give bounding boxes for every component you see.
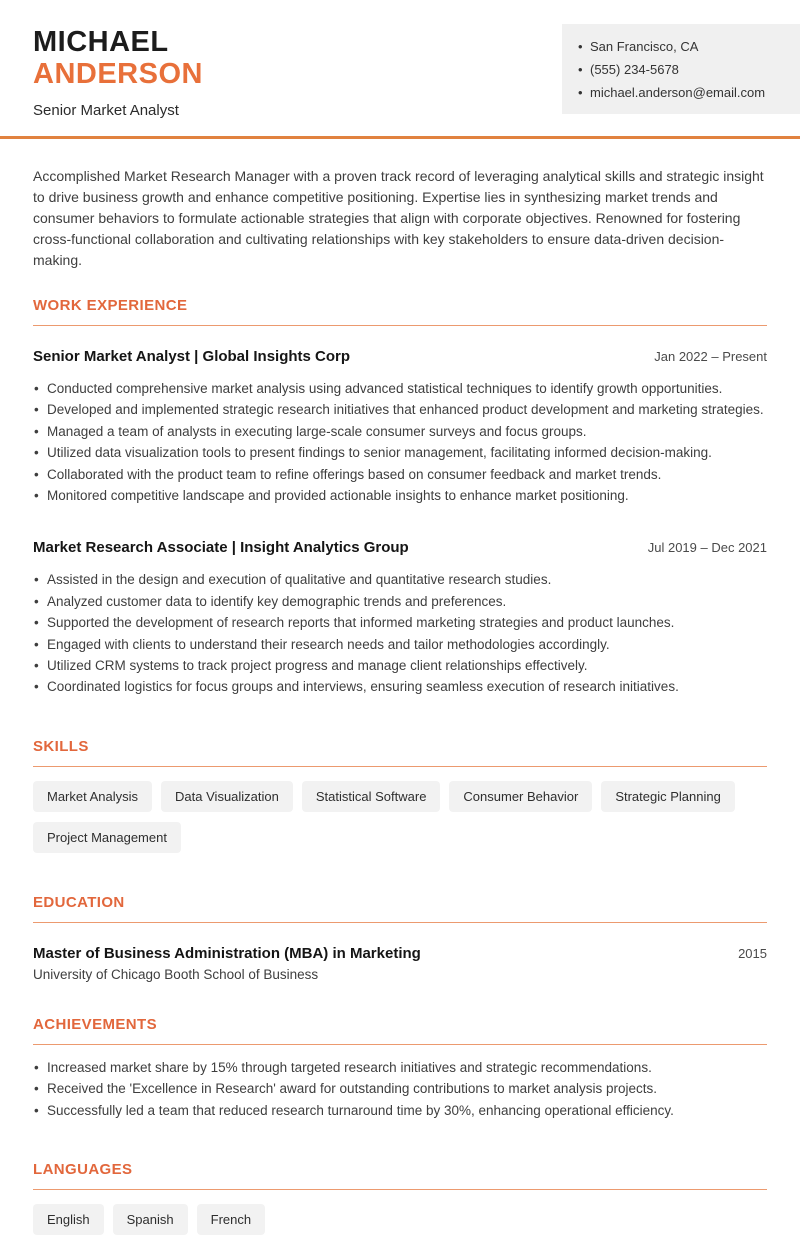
job-bullet: • Collaborated with the product team to refine offerings based on consumer feedback and market trends. (33, 464, 767, 485)
achievements-bullet-list (33, 1057, 767, 1121)
job-bullet: • Analyzed customer data to identify key demographic trends and preferences. (33, 591, 767, 612)
job-bullet: • Managed a team of analysts in executing large-scale consumer surveys and focus groups. (33, 421, 767, 442)
language-pill: English (33, 1204, 104, 1235)
first-name: MICHAEL (33, 26, 169, 58)
job-bullet: • Utilized data visualization tools to present findings to senior management, facilitating informed decision-making. (33, 442, 767, 463)
section-heading-languages: LANGUAGES (33, 1161, 767, 1190)
job-header (33, 539, 767, 556)
contact-email: • michael.anderson@email.com (578, 85, 800, 100)
job-dates: Jan 2022 – Present (654, 349, 767, 364)
job-bullet: • Conducted comprehensive market analysis using advanced statistical techniques to identify growth opportunities. (33, 378, 767, 399)
education-degree: Master of Business Administration (MBA) in Marketing (33, 944, 421, 962)
contact-phone: • (555) 234-5678 (578, 62, 800, 77)
skill-pill: Statistical Software (302, 781, 441, 812)
job-bullet-list (33, 378, 767, 506)
skill-pill: Consumer Behavior (449, 781, 592, 812)
job-title: Senior Market Analyst | Global Insights Corp (33, 348, 351, 365)
skills-pill-row (33, 781, 767, 863)
resume-header (0, 0, 800, 139)
skill-pill: Project Management (33, 822, 181, 853)
language-pill: Spanish (113, 1204, 188, 1235)
job-bullet: • Assisted in the design and execution of qualitative and quantitative research studies. (33, 569, 767, 590)
contact-location: • San Francisco, CA (578, 39, 800, 54)
job-role-subtitle: Senior Market Analyst (33, 102, 179, 119)
job-bullet: • Engaged with clients to understand their research needs and tailor methodologies accordingly. (33, 634, 767, 655)
job-title: Market Research Associate | Insight Analytics Group (33, 539, 409, 557)
job-header (33, 348, 767, 365)
section-heading-achievements: ACHIEVEMENTS (33, 1016, 767, 1045)
skill-pill: Strategic Planning (601, 781, 735, 812)
achievement-bullet: • Received the 'Excellence in Research' award for outstanding contributions to market analysis projects. (33, 1078, 767, 1099)
last-name: ANDERSON (33, 58, 203, 90)
achievement-bullet: • Successfully led a team that reduced research turnaround time by 30%, enhancing operational efficiency. (33, 1100, 767, 1121)
job-entry (33, 348, 767, 506)
job-entry (33, 539, 767, 697)
achievement-bullet: • Increased market share by 15% through targeted research initiatives and strategic recommendations. (33, 1057, 767, 1078)
job-bullet: • Coordinated logistics for focus groups and interviews, ensuring seamless execution of research initiatives. (33, 676, 767, 697)
section-heading-work-experience: WORK EXPERIENCE (33, 297, 767, 326)
education-entry-header (33, 945, 767, 962)
section-heading-education: EDUCATION (33, 894, 767, 923)
job-dates: Jul 2019 – Dec 2021 (647, 540, 767, 556)
education-year: 2015 (738, 945, 767, 961)
professional-summary: Accomplished Market Research Manager with a proven track record of leveraging analytical skills and strategic insight to drive business growth and enhance competitive positioning. Expertise lies in synthesizing market trends and consumer behaviors to formulate actionable strategies that align with corporate objectives. Renowned for fostering cross-functional collaboration and cultivating relationships with key stakeholders to ensure data-driven decision-making. (33, 168, 764, 268)
job-bullet-list (33, 569, 767, 697)
job-bullet: • Utilized CRM systems to track project progress and manage client relationships effectively. (33, 655, 767, 676)
skill-pill: Data Visualization (161, 781, 293, 812)
resume-body (0, 166, 800, 1245)
contact-card (562, 24, 800, 114)
language-pill: French (197, 1204, 265, 1235)
languages-pill-row (33, 1204, 767, 1245)
section-heading-skills: SKILLS (33, 738, 767, 767)
job-bullet: • Developed and implemented strategic research initiatives that enhanced product development and marketing strategies. (33, 399, 767, 420)
education-school: University of Chicago Booth School of Business (33, 966, 319, 982)
job-bullet: • Supported the development of research reports that informed marketing strategies and product launches. (33, 612, 767, 633)
skill-pill: Market Analysis (33, 781, 152, 812)
job-bullet: • Monitored competitive landscape and provided actionable insights to enhance market positioning. (33, 485, 767, 506)
